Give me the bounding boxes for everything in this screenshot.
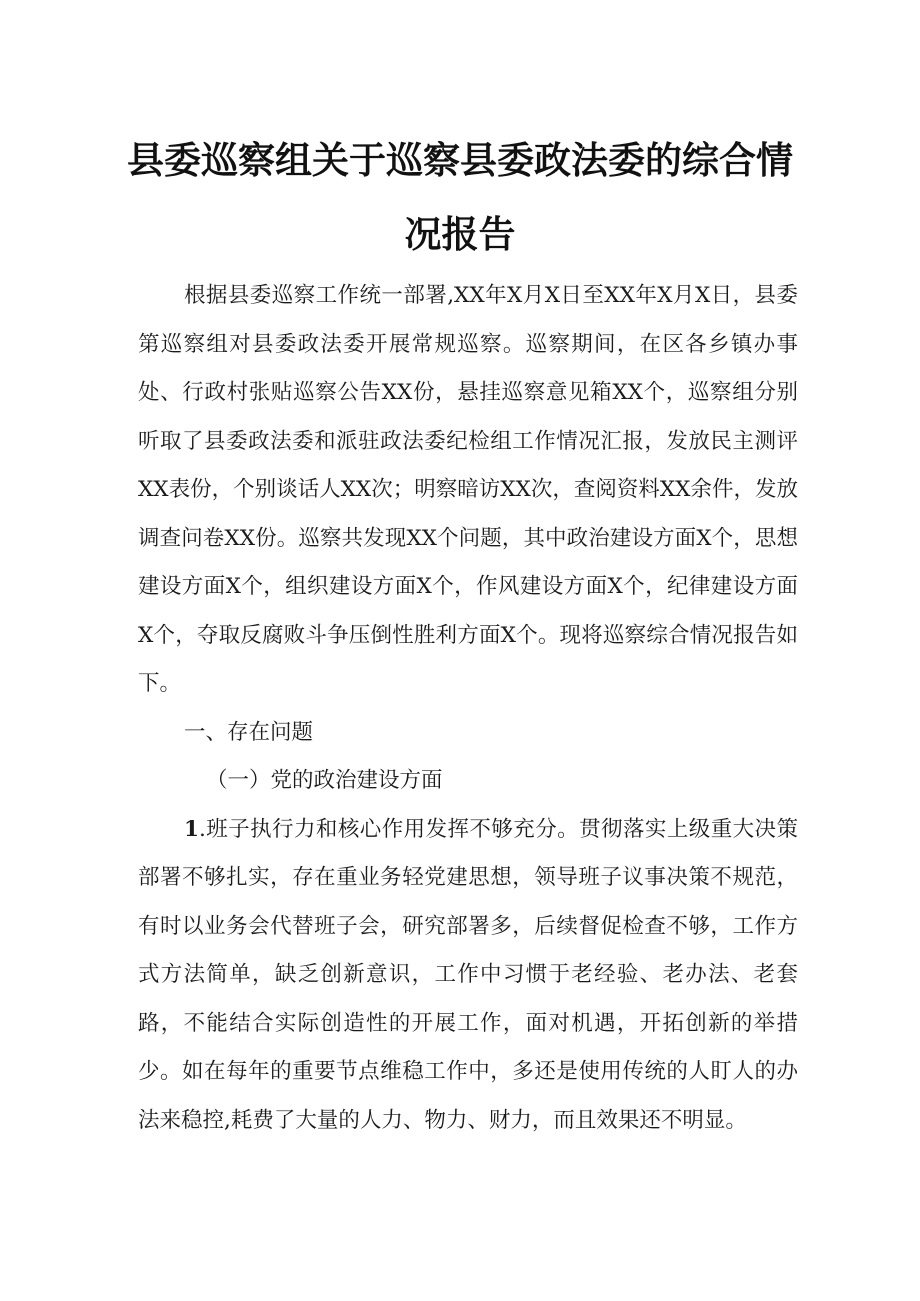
- intro-paragraph: 根据县委巡察工作统一部署,XX年X月X日至XX年X月X日，县委第巡察组对县委政法委开展常规巡察。巡察期间，在区各乡镇办事处、行政村张贴巡察公告XX份，悬挂巡察意见箱XX个，巡察组分别听取了县委政法委和派驻政法委纪检组工作情况汇报，发放民主测评XX表份，个别谈话人XX次；明察暗访XX次，查阅资料XX余件，发放调查问卷XX份。巡察共发现XX个问题，其中政治建设方面X个，思想建设方面X个，组织建设方面X个，作风建设方面X个，纪律建设方面X个，夺取反腐败斗争压倒性胜利方面X个。现将巡察综合情况报告如下。: [138, 283, 798, 696]
- document-body: [138, 272, 798, 1145]
- subsection-heading-political: （一）党的政治建设方面: [206, 768, 443, 793]
- item-1-text: .班子执行力和核心作用发挥不够充分。贯彻落实上级重大决策部署不够扎实，存在重业务轻党建思想，领导班子议事决策不规范，有时以业务会代替班子会，研究部署多，后续督促检查不够，工作方式方法简单，缺乏创新意识，工作中习惯于老经验、老办法、老套路，不能结合实际创造性的开展工作，面对机遇，开拓创新的举措少。如在每年的重要节点维稳工作中，多还是使用传统的人盯人的办法来稳控,耗费了大量的人力、物力、财力，而且效果还不明显。: [138, 816, 798, 1133]
- item-1-number: 1: [184, 816, 199, 842]
- document-title-line-1: 县委巡察组关于巡察县委政法委的综合情: [127, 139, 793, 182]
- section-heading-problems: 一、存在问题: [184, 719, 314, 745]
- document-title-line-2: 况报告: [404, 213, 516, 256]
- item-1-paragraph: [138, 806, 798, 1146]
